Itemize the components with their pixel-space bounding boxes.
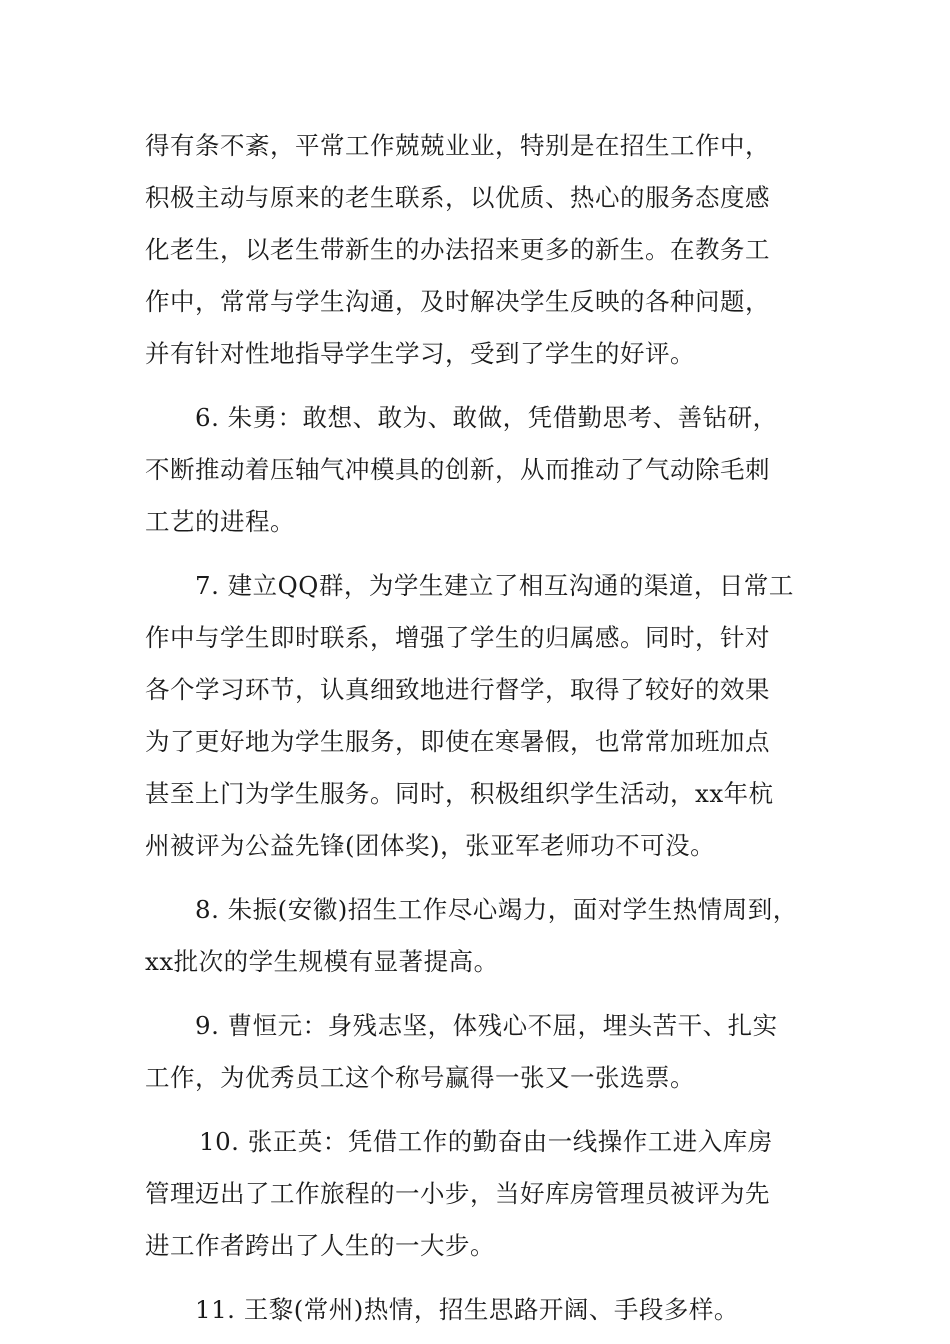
text-line: 10. 张正英：凭借工作的勤奋由一线操作工进入库房 bbox=[199, 1127, 773, 1156]
text-line: 7. 建立QQ群，为学生建立了相互沟通的渠道，日常工 bbox=[195, 571, 794, 600]
text-line: 工艺的进程。 bbox=[145, 507, 295, 536]
list-item-9 bbox=[145, 1000, 815, 1104]
text-line: 工作，为优秀员工这个称号赢得一张又一张选票。 bbox=[145, 1063, 695, 1092]
text-line: 为了更好地为学生服务，即使在寒暑假，也常常加班加点 bbox=[145, 727, 770, 756]
text-line: 各个学习环节，认真细致地进行督学，取得了较好的效果 bbox=[145, 675, 770, 704]
list-item-6 bbox=[145, 392, 815, 548]
paragraph-intro bbox=[145, 120, 815, 380]
list-item-7 bbox=[145, 560, 815, 872]
text-line: 积极主动与原来的老生联系，以优质、热心的服务态度感 bbox=[145, 183, 770, 212]
text-line: 8. 朱振(安徽)招生工作尽心竭力，面对学生热情周到， bbox=[195, 895, 798, 924]
text-line: 甚至上门为学生服务。同时，积极组织学生活动，xx年杭 bbox=[145, 779, 774, 808]
text-line: 化老生，以老生带新生的办法招来更多的新生。在教务工 bbox=[145, 235, 770, 264]
list-item-10 bbox=[145, 1116, 815, 1272]
text-line: 管理迈出了工作旅程的一小步，当好库房管理员被评为先 bbox=[145, 1179, 770, 1208]
text-line: 进工作者跨出了人生的一大步。 bbox=[145, 1231, 495, 1260]
text-line: 6. 朱勇：敢想、敢为、敢做，凭借勤思考、善钻研， bbox=[195, 403, 778, 432]
list-item-11 bbox=[145, 1284, 815, 1336]
list-item-8 bbox=[145, 884, 815, 988]
text-line: 不断推动着压轴气冲模具的创新，从而推动了气动除毛刺 bbox=[145, 455, 770, 484]
text-line: xx批次的学生规模有显著提高。 bbox=[145, 947, 499, 976]
text-line: 并有针对性地指导学生学习，受到了学生的好评。 bbox=[145, 339, 695, 368]
text-line: 州被评为公益先锋(团体奖)，张亚军老师功不可没。 bbox=[145, 831, 716, 860]
text-line: 作中与学生即时联系，增强了学生的归属感。同时，针对 bbox=[145, 623, 770, 652]
document-body bbox=[145, 120, 815, 1336]
text-line: 9. 曹恒元：身残志坚，体残心不屈，埋头苦干、扎实 bbox=[195, 1011, 778, 1040]
text-line: 作中，常常与学生沟通，及时解决学生反映的各种问题， bbox=[145, 287, 770, 316]
text-line: 得有条不紊，平常工作兢兢业业，特别是在招生工作中， bbox=[145, 131, 770, 160]
text-line: 11. 王黎(常州)热情，招生思路开阔、手段多样。 bbox=[195, 1295, 739, 1324]
